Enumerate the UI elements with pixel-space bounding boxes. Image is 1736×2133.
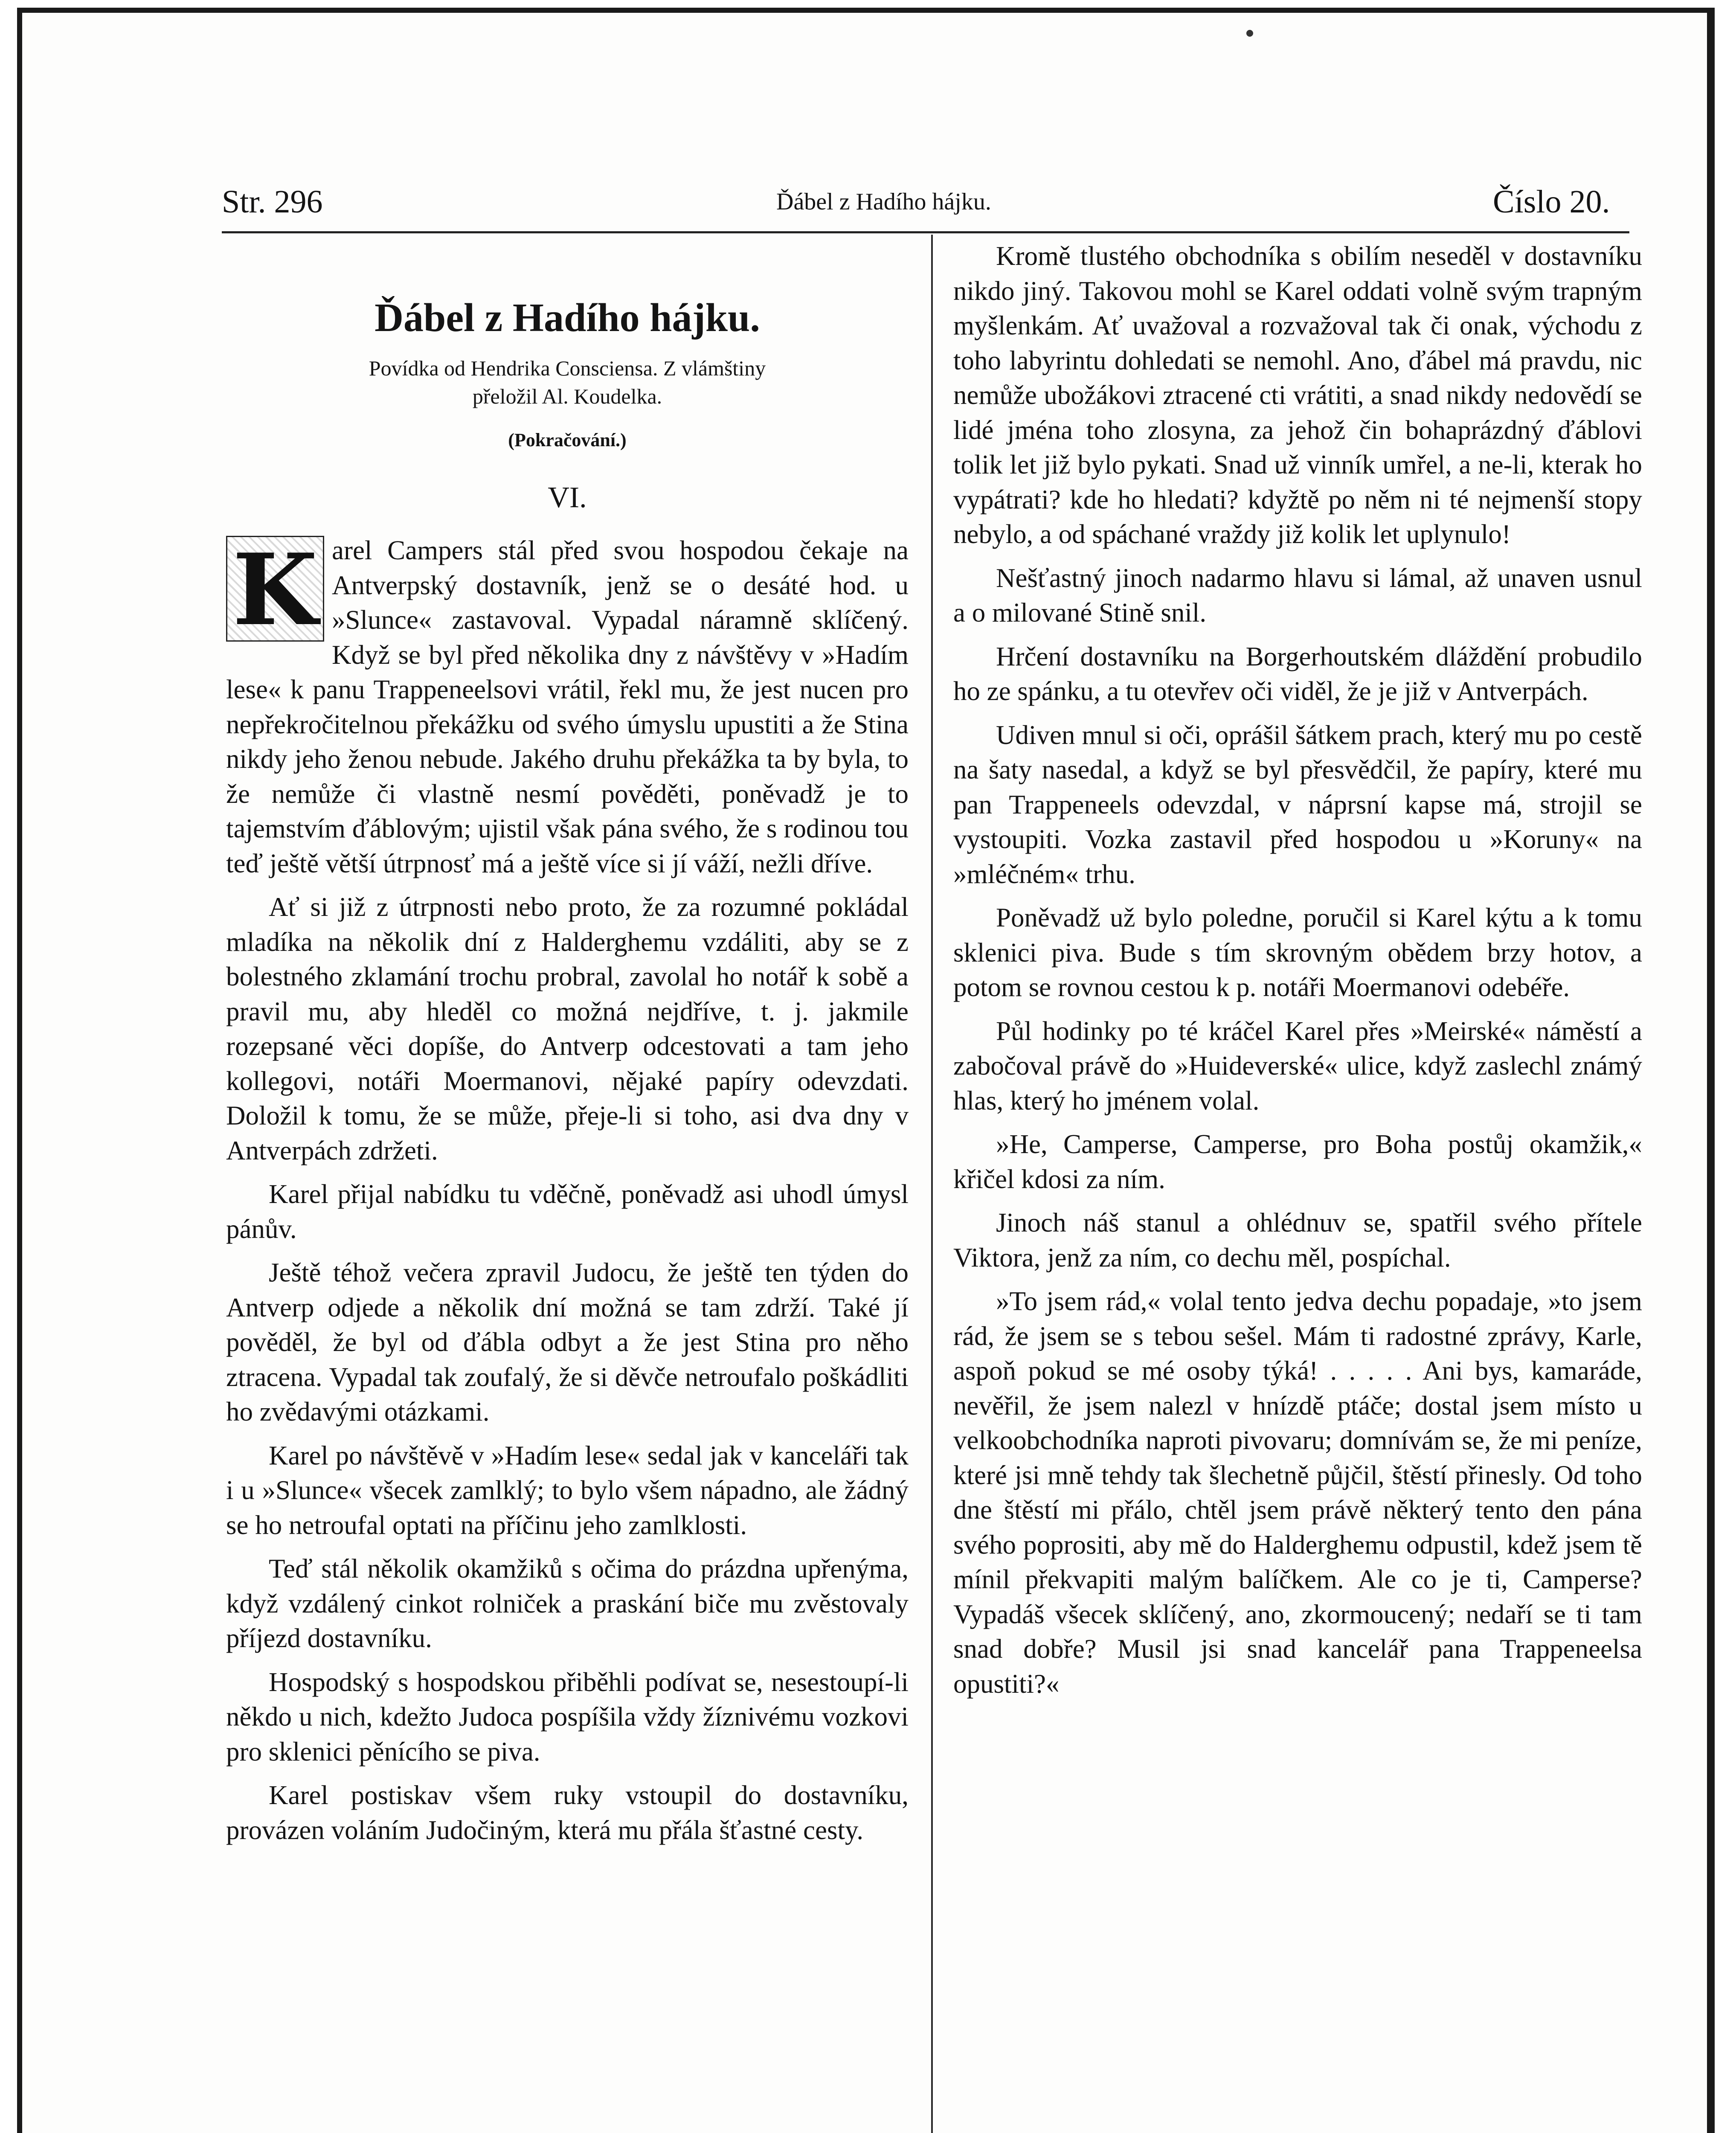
running-title: Ďábel z Hadího hájku. (776, 189, 991, 215)
paragraph: Karel postiskav všem ruky vstoupil do dostavníku, provázen voláním Judočiným, která mu přála šťastné cesty. (226, 1780, 909, 1845)
paragraph: Půl hodinky po té kráčel Karel přes »Meirské« náměstí a zabočoval právě do »Huideverské« ulice, když zaslechl známý hlas, který ho jménem volal. (953, 1016, 1642, 1116)
paragraph: Hrčení dostavníku na Borgerhoutském dláždění probudilo ho ze spánku, a tu otevřev oči viděl, že je již v Antverpách. (953, 641, 1642, 706)
page-number: Str. 296 (222, 184, 323, 220)
paragraph: Jinoch náš stanul a ohlédnuv se, spatřil svého přítele Viktora, jenž za ním, co dechu měl, pospíchal. (953, 1208, 1642, 1273)
paragraph: Ať si již z útrpnosti nebo proto, že za rozumné pokládal mladíka na několik dní z Halderghemu vzdáliti, aby se z bolestného zklamání trochu probral, zavolal ho notář k sobě a pravil mu, aby hleděl co možná nejdříve, t. j. jakmile rozepsané věci dopíše, do Antverp odcestovati a tam jeho kollegovi, notáři Moermanovi, nějaké papíry odevzdati. Doložil k tomu, že se může, přeje-li si toho, asi dva dny v Antverpách zdržeti. (226, 892, 909, 1165)
chapter-heading: VI. (548, 481, 587, 514)
article-byline-2: přeložil Al. Koudelka. (472, 384, 662, 408)
continued-note: (Pokračování.) (508, 430, 627, 450)
print-speck (1246, 30, 1253, 37)
paragraph-text: arel Campers stál před svou hospodou čekaje na Antverpský dostavník, jenž se o desáté hod. u »Slunce« zastavoval. Vypadal náramně sklíčený. Když se byl před několika dny z návštěvy v »Hadím lese« k panu Trappeneelsovi vrátil, řekl mu, že jest nucen pro nepřekročitelnou překážku od svého úmyslu upustiti a že Stina nikdy jeho ženou nebude. Jakého druhu překážka ta by byla, to že nemůže či vlastně nesmí pověděti, poněvadž je to tajemstvím ďáblovým; ujistil však pána svého, že s rodinou tou teď ještě větší útrpnosť má a ještě více si jí váží, nežli dříve. (226, 535, 909, 878)
paragraph: »He, Camperse, Camperse, pro Boha postůj okamžik,« křičel kdosi za ním. (953, 1129, 1642, 1194)
right-column (953, 239, 1642, 2133)
paragraph: Nešťastný jinoch nadarmo hlavu si lámal, až unaven usnul a o milované Stině snil. (953, 563, 1642, 628)
paragraph: Hospodský s hospodskou přiběhli podívat se, nesestoupí-li někdo u nich, kdežto Judoca pospíšila vždy žíznivému vozkovi pro sklenici pěnícího se piva. (226, 1667, 909, 1767)
column-divider (931, 235, 933, 2133)
header-rule (222, 231, 1629, 233)
issue-number: Číslo 20. (1493, 184, 1610, 220)
paragraph: Karel po návštěvě v »Hadím lese« sedal jak v kanceláři tak i u »Slunce« všecek zamlklý; to bylo všem nápadno, ale žádný se ho netroufal optati na příčinu jeho zamlklosti. (226, 1440, 909, 1540)
article-byline-1: Povídka od Hendrika Consciensa. Z vlámštiny (369, 356, 766, 380)
paragraph: Poněvadž už bylo poledne, poručil si Karel kýtu a k tomu sklenici piva. Bude s tím skrovným obědem brzy hotov, a potom se rovnou cestou k p. notáři Moermanovi odebéře. (953, 903, 1642, 1002)
paragraph: »To jsem rád,« volal tento jedva dechu popadaje, »to jsem rád, že jsem se s tebou sešel. Mám ti radostné zprávy, Karle, aspoň pokud se mé osoby týká! . . . . . Ani bys, kamaráde, nevěřil, že jsem nalezl v hnízdě ptáče; dostal jsem místo u velkoobchodníka naproti pivovaru; domnívám se, že mi peníze, které jsi mně tehdy tak šlechetně půjčil, štěstí přinesly. Od toho dne štěstí mi přálo, chtěl jsem právě některý tento den pána svého poprositi, aby mě do Halderghemu odpustil, kdež jsem tě mínil překvapiti malým balíčkem. Ale co je ti, Camperse? Vypadáš všecek sklíčený, ano, zkormoucený; nedaří se ti tam snad dobře? Musil jsi snad kancelář pana Trappeneelsa opustiti?« (953, 1286, 1642, 1699)
left-column (226, 239, 909, 2133)
paragraph: Kromě tlustého obchodníka s obilím neseděl v dostavníku nikdo jiný. Takovou mohl se Karel oddati volně svým trapným myšlenkám. Ať uvažoval a rozvažoval tak či onak, východu z toho labyrintu dohledati se nemohl. Ano, ďábel má pravdu, nic nemůže ubožákovi ztracené cti vrátiti, a snad nikdy nedovědí se lidé jména toho zlosyna, za jehož čin bohaprázdný ďáblovi tolik let již bylo pykati. Snad už vinník umřel, a ne-li, kterak ho vypátrati? kde ho hledati? kdyžtě po něm ni té nejmenší stopy nebylo, a od spáchané vraždy již kolik let uplynulo! (953, 241, 1642, 549)
article-title: Ďábel z Hadího hájku. (374, 296, 760, 340)
paragraph: Karel přijal nabídku tu vděčně, poněvadž asi uhodl úmysl pánův. (226, 1179, 909, 1244)
paragraph (226, 533, 909, 881)
paragraph: Teď stál několik okamžiků s očima do prázdna upřenýma, když vzdálený cinkot rolniček a praskání biče mu zvěstovaly příjezd dostavníku. (226, 1554, 909, 1653)
paragraph: Udiven mnul si oči, oprášil šátkem prach, který mu po cestě na šaty nasedal, a když se byl přesvědčil, že papíry, které mu pan Trappeneels odevzdal, v náprsní kapse má, strojil se vystoupiti. Vozka zastavil před hospodou u »Koruny« na »mléčném« trhu. (953, 720, 1642, 889)
drop-cap-letter: K (232, 532, 318, 648)
drop-cap-ornament (226, 532, 324, 648)
paragraph: Ještě téhož večera zpravil Judocu, že ještě ten týden do Antverp odjede a několik dní možná se tam zdrží. Také jí pověděl, že byl od ďábla odbyt a že jest Stina pro něho ztracena. Vypadal tak zoufalý, že si děvče netroufalo poškádliti ho zvědavými otázkami. (226, 1258, 909, 1427)
